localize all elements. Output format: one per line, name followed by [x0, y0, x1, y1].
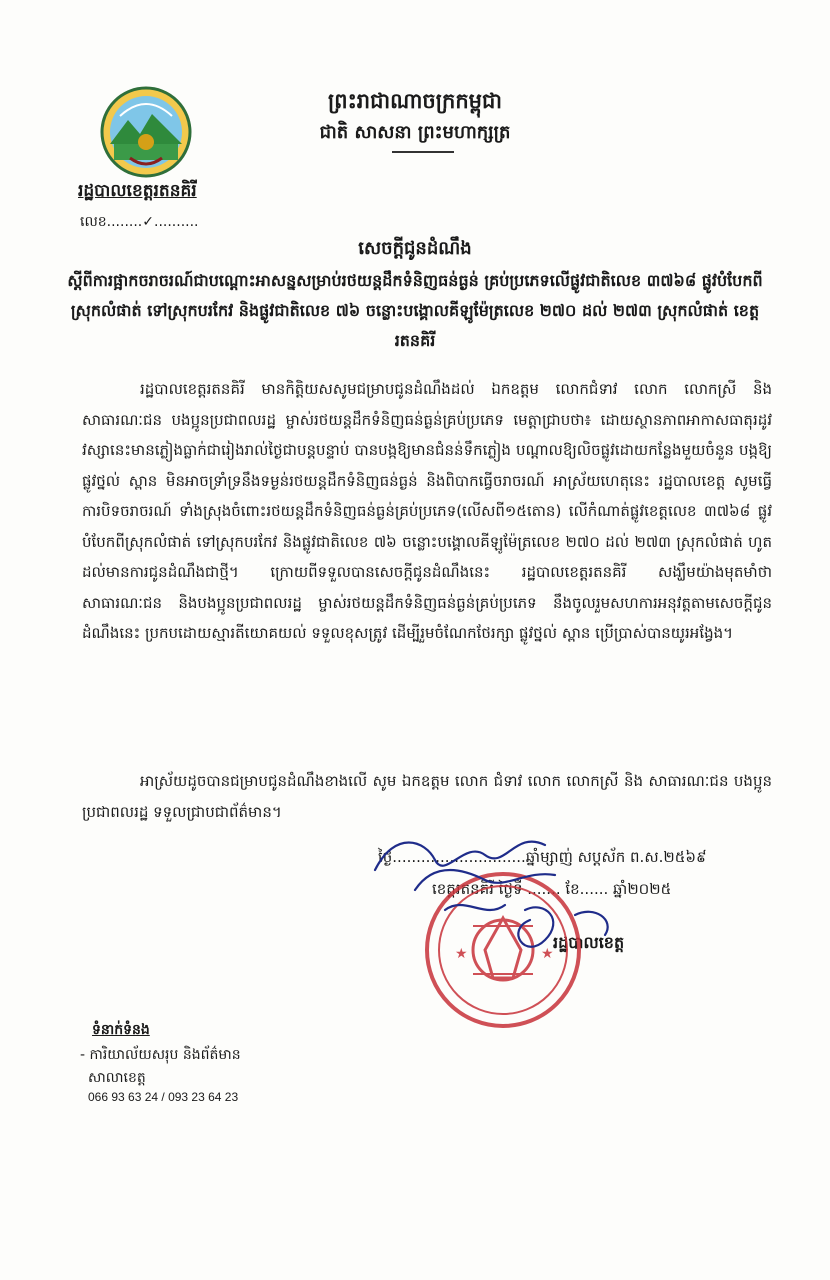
notice-paragraph-2: អាស្រ័យដូចបានជម្រាបជូនដំណឹងខាងលើ សូម ឯកឧត្តម លោក ជំទាវ លោក លោកស្រី និង សាធារណៈជន បងប្អូនប្រជាពលរដ្ឋ ទទួលជ្រាបជាព័ត៌មាន។: [82, 772, 772, 821]
issuer-name: រដ្ឋបាលខេត្តរតនគិរី: [78, 181, 197, 201]
contact-office: - ការិយាល័យសរុប និងព័ត៌មាន: [80, 1047, 241, 1063]
contact-title: ទំនាក់ទំនង: [92, 1022, 150, 1038]
lunar-date-line: ថ្ងៃ............................ឆ្នាំម្សាញ់ សប្តស័ក ព.ស.២៥៦៩: [378, 848, 707, 866]
reference-number: លេខ........✓..........: [80, 214, 199, 230]
official-stamp-and-signature: [355, 800, 655, 1060]
kingdom-heading: ព្រះរាជាណាចក្រកម្ពុជា: [327, 89, 502, 113]
contact-office-location: សាលាខេត្ត: [88, 1070, 146, 1086]
svg-text:★: ★: [455, 946, 468, 962]
notice-subject: ស្តីពីការផ្អាកចរាចរណ៍ជាបណ្តោះអាសន្នសម្រាប់រថយន្តដឹកទំនិញធន់ធ្ងន់ គ្រប់ប្រភេទលើផ្លូវជាតិលេខ ៣៧៦៨ ផ្លូវបំបែកពីស្រុកលំផាត់ ទៅស្រុកបរកែវ និងផ្លូវជាតិលេខ ៧៦ ចន្លោះបង្គោលគីឡូម៉ែត្រលេខ ២៧០ ដល់ ២៧៣ ស្រុកលំផាត់ ខេត្តរតនគិរី: [67, 271, 763, 350]
notice-title: សេចក្តីជូនដំណឹង: [358, 238, 472, 259]
national-motto: ជាតិ សាសនា ព្រះមហាក្សត្រ: [319, 122, 511, 143]
svg-text:★: ★: [541, 946, 554, 962]
solar-date-line: ខេត្តរតនគិរី ថ្ងៃទី ....... ខែ...... ឆ្នាំ២០២៥: [432, 880, 672, 898]
contact-phone: 066 93 63 24 / 093 23 64 23: [88, 1090, 239, 1104]
header-divider: [392, 151, 454, 153]
signer-title: រដ្ឋបាលខេត្ត: [553, 933, 625, 952]
notice-paragraph-1: រដ្ឋបាលខេត្តរតនគិរី មានកិត្តិយសសូមជម្រាបជូនដំណឹងដល់ ឯកឧត្តម លោកជំទាវ លោក លោកស្រី និងសាធារណៈជន បងប្អូនប្រជាពលរដ្ឋ ម្ចាស់រថយន្តដឹកទំនិញធន់ធ្ងន់គ្រប់ប្រភេទ មេត្តាជ្រាបថា៖ ដោយស្ថានភាពអាកាសធាតុរដូវវស្សានេះមានភ្លៀងធ្លាក់ជារៀងរាល់ថ្ងៃជាបន្តបន្ទាប់ បានបង្កឱ្យមានជំនន់ទឹកភ្លៀង បណ្តាលឱ្យលិចផ្លូវដោយកន្លែងមួយចំនួន បង្កឱ្យ ផ្លូវថ្នល់ ស្ពាន មិនអាចទ្រាំទ្រនឹងទម្ងន់រថយន្តដឹកទំនិញធន់ធ្ងន់ និងពិបាកធ្វើចរាចរណ៍ អាស្រ័យហេតុនេះ រដ្ឋបាលខេត្ត សូមធ្វើការបិទចរាចរណ៍ ទាំងស្រុងចំពោះរថយន្តដឹកទំនិញធន់ធ្ងន់គ្រប់ប្រភេទ(លើសពី១៥តោន) លើកំណាត់ផ្លូវខេត្តលេខ ៣៧៦៨ ផ្លូវបំបែកពីស្រុកលំផាត់ ទៅស្រុកបរកែវ និងផ្លូវជាតិលេខ ៧៦ ចន្លោះបង្គោលគីឡូម៉ែត្រលេខ ២៧០ ដល់ ២៧៣ ស្រុកលំផាត់ ហូតដល់មានការជូនដំណឹងជាថ្មី។ ក្រោយពីទទួលបានសេចក្តីជូនដំណឹងនេះ រដ្ឋបាលខេត្តរតនគិរី សង្ឃឹមយ៉ាងមុតមាំថា សាធារណៈជន និងបងប្អូនប្រជាពលរដ្ឋ ម្ចាស់រថយន្តដឹកទំនិញធន់ធ្ងន់គ្រប់ប្រភេទ នឹងចូលរួមសហការអនុវត្តតាមសេចក្តីជូនដំណឹងនេះ ប្រកបដោយស្មារតីយោគយល់ ទទួលខុសត្រូវ ដើម្បីរួមចំណែកថែរក្សា ផ្លូវថ្នល់ ស្ពាន ប្រើប្រាស់បានយូរអង្វែង។: [82, 380, 772, 642]
